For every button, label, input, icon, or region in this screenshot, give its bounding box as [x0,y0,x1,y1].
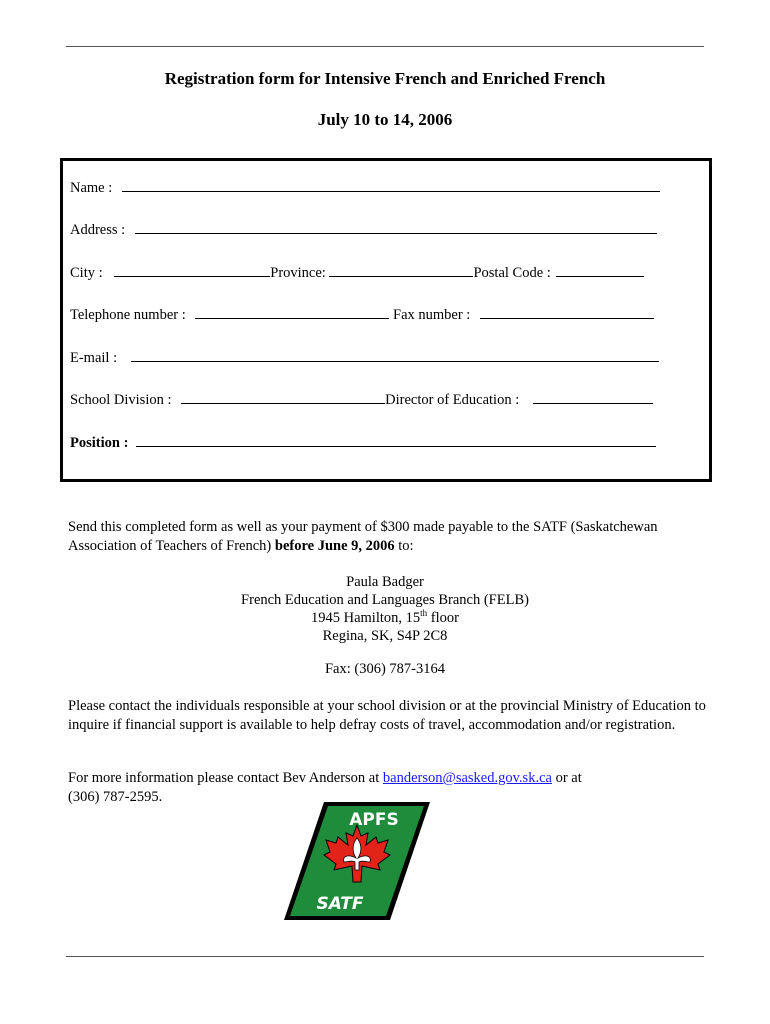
address-name: Paula Badger [346,574,424,590]
school-division-label: School Division : [70,392,172,408]
send-instructions [68,518,708,555]
telephone-row [70,304,654,324]
name-field[interactable] [122,177,660,192]
postal-code-label: Postal Code : [473,265,551,281]
province-field[interactable] [329,262,473,277]
province-label: Province: [270,265,326,281]
street-superscript: th [420,608,428,618]
registration-fields-box [60,158,712,482]
info-text: For more information please contact Bev Anderson at [68,770,383,786]
street-floor: floor [427,610,459,626]
email-link[interactable]: banderson@sasked.gov.sk.ca [382,770,552,786]
send-text: Send this completed form as well as your payment of $300 made payable to the SATF (Saskatchewan Association of Teachers of French) [68,519,658,554]
city-row [70,262,644,282]
director-label: Director of Education : [385,392,520,408]
top-divider [66,46,704,47]
logo-bottom-text: SATF [316,894,364,914]
send-deadline: before June 9, 2006 [274,537,395,554]
bottom-divider [66,956,704,957]
director-field[interactable] [533,389,653,404]
address-row [70,219,657,239]
address-label: Address : [70,222,126,238]
form-title: Registration form for Intensive French and Enriched French [164,69,606,88]
address-street [0,609,770,627]
city-label: City : [70,265,103,281]
info-phone: (306) 787-2595. [68,788,163,805]
info-text-end: or at [551,770,582,786]
fax-label: Fax number : [393,307,471,323]
name-row [70,177,660,197]
address-fax: Fax: (306) 787-3164 [324,661,445,677]
send-text-end: to: [394,537,414,554]
form-dates: July 10 to 14, 2006 [317,110,453,129]
school-division-row [70,389,653,409]
email-row [70,347,659,367]
logo-top-text: APFS [349,810,399,830]
school-division-field[interactable] [181,389,385,404]
telephone-field[interactable] [195,304,389,319]
name-label: Name : [70,180,113,196]
fax-field[interactable] [480,304,654,319]
email-field[interactable] [131,347,659,362]
city-field[interactable] [114,262,270,277]
support-paragraph: Please contact the individuals responsible at your school division or at the provincial Ministry of Education to inquire if financial support is available to help defray costs of travel, accommodation and/or registration. [68,698,706,733]
position-label: Position : [70,435,129,451]
address-city: Regina, SK, S4P 2C8 [322,628,448,644]
position-field[interactable] [136,432,656,447]
email-label: E-mail : [70,350,118,366]
address-branch: French Education and Languages Branch (FELB) [241,592,529,608]
address-field[interactable] [135,219,657,234]
position-row [70,432,656,452]
telephone-label: Telephone number : [70,307,186,323]
apfs-satf-logo [282,800,432,922]
postal-code-field[interactable] [556,262,644,277]
street-text: 1945 Hamilton, 15 [311,610,421,626]
